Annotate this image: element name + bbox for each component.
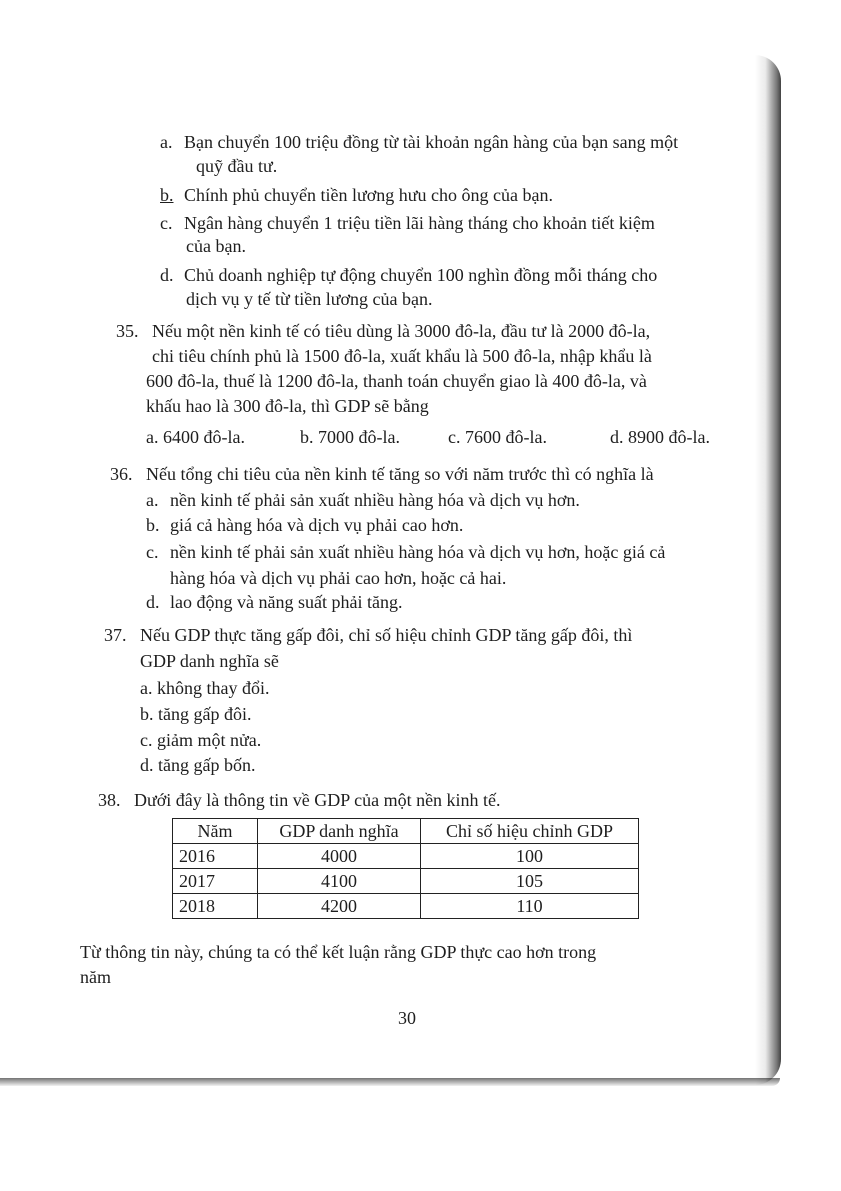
q34-option-d: d. Chủ doanh nghiệp tự động chuyển 100 nghìn đồng mỗi tháng cho [160,265,658,285]
q38-number: 38. [98,790,121,810]
q36-stem: Nếu tổng chi tiêu của nền kinh tế tăng so với năm trước thì có nghĩa là [146,464,654,484]
q36-option-d: d. lao động và năng suất phải tăng. [146,592,403,612]
q37-option-b: b. tăng gấp đôi. [140,704,252,724]
q37-number: 37. [104,625,127,645]
q35-stem-line-1: Nếu một nền kinh tế có tiêu dùng là 3000 đô-la, đầu tư là 2000 đô-la, [152,321,651,341]
q36-number: 36. [110,464,133,484]
gdp-table-year: 2016 [173,844,258,869]
gdp-table-year: 2018 [173,894,258,919]
gdp-table-header-nominal: GDP danh nghĩa [258,819,421,844]
q35-option-d: d. 8900 đô-la. [610,427,710,447]
q37-stem-line-1: Nếu GDP thực tăng gấp đôi, chỉ số hiệu chỉnh GDP tăng gấp đôi, thì [140,625,633,645]
q36-option-a: a. nền kinh tế phải sản xuất nhiều hàng hóa và dịch vụ hơn. [146,490,580,510]
page-number: 30 [398,1008,416,1028]
q37-option-c: c. giảm một nửa. [140,730,262,750]
q37-stem-line-2: GDP danh nghĩa sẽ [140,651,279,671]
q35-stem-line-2: chi tiêu chính phủ là 1500 đô-la, xuất khẩu là 500 đô-la, nhập khẩu là [152,346,652,366]
gdp-table-header-deflator: Chỉ số hiệu chỉnh GDP [421,819,639,844]
q34-option-a-cont: quỹ đầu tư. [196,156,278,176]
gdp-table-year: 2017 [173,869,258,894]
q38-stem: Dưới đây là thông tin về GDP của một nền kinh tế. [134,790,501,810]
q38-follow-line-2: năm [80,967,111,987]
q35-option-c: c. 7600 đô-la. [448,427,547,447]
gdp-table-deflator: 105 [421,869,639,894]
table-row [173,869,639,894]
q35-option-b: b. 7000 đô-la. [300,427,400,447]
q37-option-d: d. tăng gấp bốn. [140,755,256,775]
table-row [173,894,639,919]
gdp-table-deflator: 110 [421,894,639,919]
gdp-table-deflator: 100 [421,844,639,869]
gdp-table [172,818,639,919]
q34-option-d-cont: dịch vụ y tế từ tiền lương của bạn. [186,289,433,309]
gdp-table-nominal: 4200 [258,894,421,919]
q34-option-c-cont: của bạn. [186,236,246,256]
gdp-table-nominal: 4000 [258,844,421,869]
q35-stem-line-4: khấu hao là 300 đô-la, thì GDP sẽ bằng [146,396,429,416]
q34-option-b: b. Chính phủ chuyển tiền lương hưu cho ông của bạn. [160,185,553,205]
q36-option-c-cont: hàng hóa và dịch vụ phải cao hơn, hoặc cả hai. [170,568,507,588]
q35-number: 35. [116,321,139,341]
q38-follow-line-1: Từ thông tin này, chúng ta có thể kết luận rằng GDP thực cao hơn trong [80,942,597,962]
q36-option-b: b. giá cả hàng hóa và dịch vụ phải cao hơn. [146,515,464,535]
gdp-table-header-row [173,819,639,844]
q35-stem-line-3: 600 đô-la, thuế là 1200 đô-la, thanh toán chuyển giao là 400 đô-la, và [146,371,647,391]
gdp-table-nominal: 4100 [258,869,421,894]
q36-option-c: c. nền kinh tế phải sản xuất nhiều hàng hóa và dịch vụ hơn, hoặc giá cả [146,542,666,562]
table-row [173,844,639,869]
q34-option-c: c. Ngân hàng chuyển 1 triệu tiền lãi hàng tháng cho khoản tiết kiệm [160,213,655,233]
q34-option-a: a. Bạn chuyển 100 triệu đồng từ tài khoản ngân hàng của bạn sang một [160,132,679,152]
q35-option-a: a. 6400 đô-la. [146,427,245,447]
q37-option-a: a. không thay đổi. [140,678,270,698]
gdp-table-header-year: Năm [173,819,258,844]
